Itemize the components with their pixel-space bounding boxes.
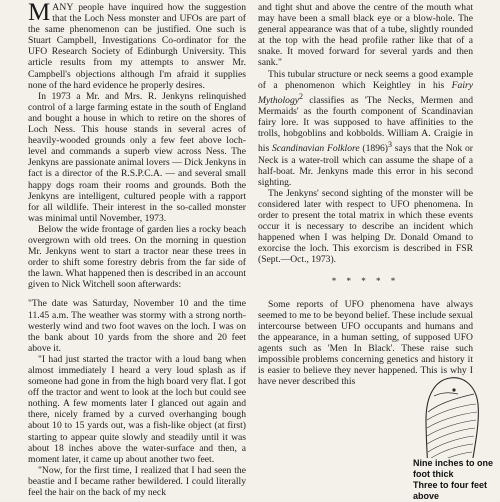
text-segment: This tubular structure or neck seems a good example of a phenomenon which Keightley in his [258,68,473,91]
quote-paragraph-date: "The date was Saturday, November 10 and the time 11.45 a.m. The weather was stormy with a strong north-westerly wind and two foot waves on the loch. I was on the bank about 10 yards from the shore and 20 feet above it. [28,298,246,354]
text-segment: (1896) [359,143,388,155]
paragraph-fairy-mythology [258,69,473,188]
sketch-caption-height: Three to four feet above [411,480,495,502]
paragraph-ufo-reports: Some reports of UFO phenomena have always seemed to me to be beyond belief. These include sexual intercourse between UFO occupants and humans and the appearance, in a human setting, of supposed UFO agents such as 'Men In Black'. These raise such impossible problems concerning genetics and history it is easier to believe they never happened. This is why I have never described this [258,298,473,388]
intro-small-caps: ANY [52,2,74,13]
footnote-ref: 3 [388,140,392,150]
text-segment: says that the Nok or Neck is a water-troll which can assume the shape of a half-boat. Mr. Jenkyns made this error in his second sighting. [258,143,473,188]
section-break-stars: * * * * * [331,275,400,286]
book-title-scandinavian-folklore: Scandinavian Folklore [271,143,360,155]
quote-paragraph-tractor: "I had just started the tractor with a loud bang when almost immediately I heard a very loud splash as if someone had gone in from the high board very flat. I got off the tractor and went to look at the loch but could see nothing. A few moments later I glanced out again and there, nicely framed by a curved overhanging bough about 10 to 15 yards out, was a fish-like object (at first) starting to appear quite slowly and steadily until it was about 18 inches above the water-surface and then, a moment later, it came up about another two feet. [28,353,246,465]
left-column [28,2,246,498]
paragraph-second-sighting: The Jenkyns' second sighting of the monster will be considered later with respect to UFO phenomena. In order to present the total matrix in which these events occur it is necessary to describe an incident which happened when I was helping Dr. Donald Omand to exorcise the loch. This exorcism is described in FSR (Sept.—Oct., 1973). [258,187,473,266]
intro-text: people have inquired how the suggestion that the Loch Ness monster and UFOs are part of the same phenomenon can be justified. One such is Stuart Campbell, Investigations Co-ordinator for the UFO Research Society of Edinburgh University. This article results from my attempts to answer Mr. Campbell's objections although I'm afraid it supplies none of the hard evidence he properly desires. [28,2,246,91]
text-segment: classifies as 'The Necks, Mermen and Mermaids' as the fourth component of Scandinavian fairy lore. It was supposed to have affinities to the trolls, hobgoblins and kobbolds. William A. Craigie in his [258,94,473,155]
paragraph-garden-beach: Below the wide frontage of garden lies a rocky beach overgrown with old trees. On the morning in question Mr. Jenkyns went to start a tractor near these trees in order to shift some forestry debris from the far side of the lawn. What happened then is described in an account given to Nick Witchell soon afterwards: [28,223,246,291]
intro-paragraph [28,2,246,91]
sketch-caption-thickness: Nine inches to one foot thick [413,458,494,479]
footnote-ref: 2 [299,91,304,101]
drop-cap: M [28,0,51,26]
paragraph-quote-end: and tight shut and above the centre of the mouth what may have been a small black eye or a blow-hole. The general appearance was that of a tube, slightly rounded at the top with the head profile rather like that of a snake. It moved forward for several yards and then sank." [258,2,473,69]
witness-quote [28,298,246,498]
right-column [258,2,473,387]
paragraph-jenkyns-house: In 1973 a Mr. and Mrs. R. Jenkyns relinquished control of a large farming estate in the south of England and bought a house in which to retire on the shores of Loch Ness. This house stands in several acres of heavily-wooded grounds only a few feet above loch-level and commands a superb view across Ness. The Jenkyns are passionate animal lovers — Dick Jenkyns in fact is a director of the R.S.P.C.A. — and several small happy dogs roam their rooms and grounds. Both the Jenkyns are intelligent, cultured people with a rapport for all wildlife. Their interest in the so-called monster was minimal until November, 1973. [28,90,246,224]
book-title-fairy-mythology: Fairy Mythology [258,79,473,106]
quote-paragraph-beastie: "Now, for the first time, I realized that I had seen the beastie and I became rather bewildered. I could literally feel the hair on the back of my neck [28,464,246,499]
